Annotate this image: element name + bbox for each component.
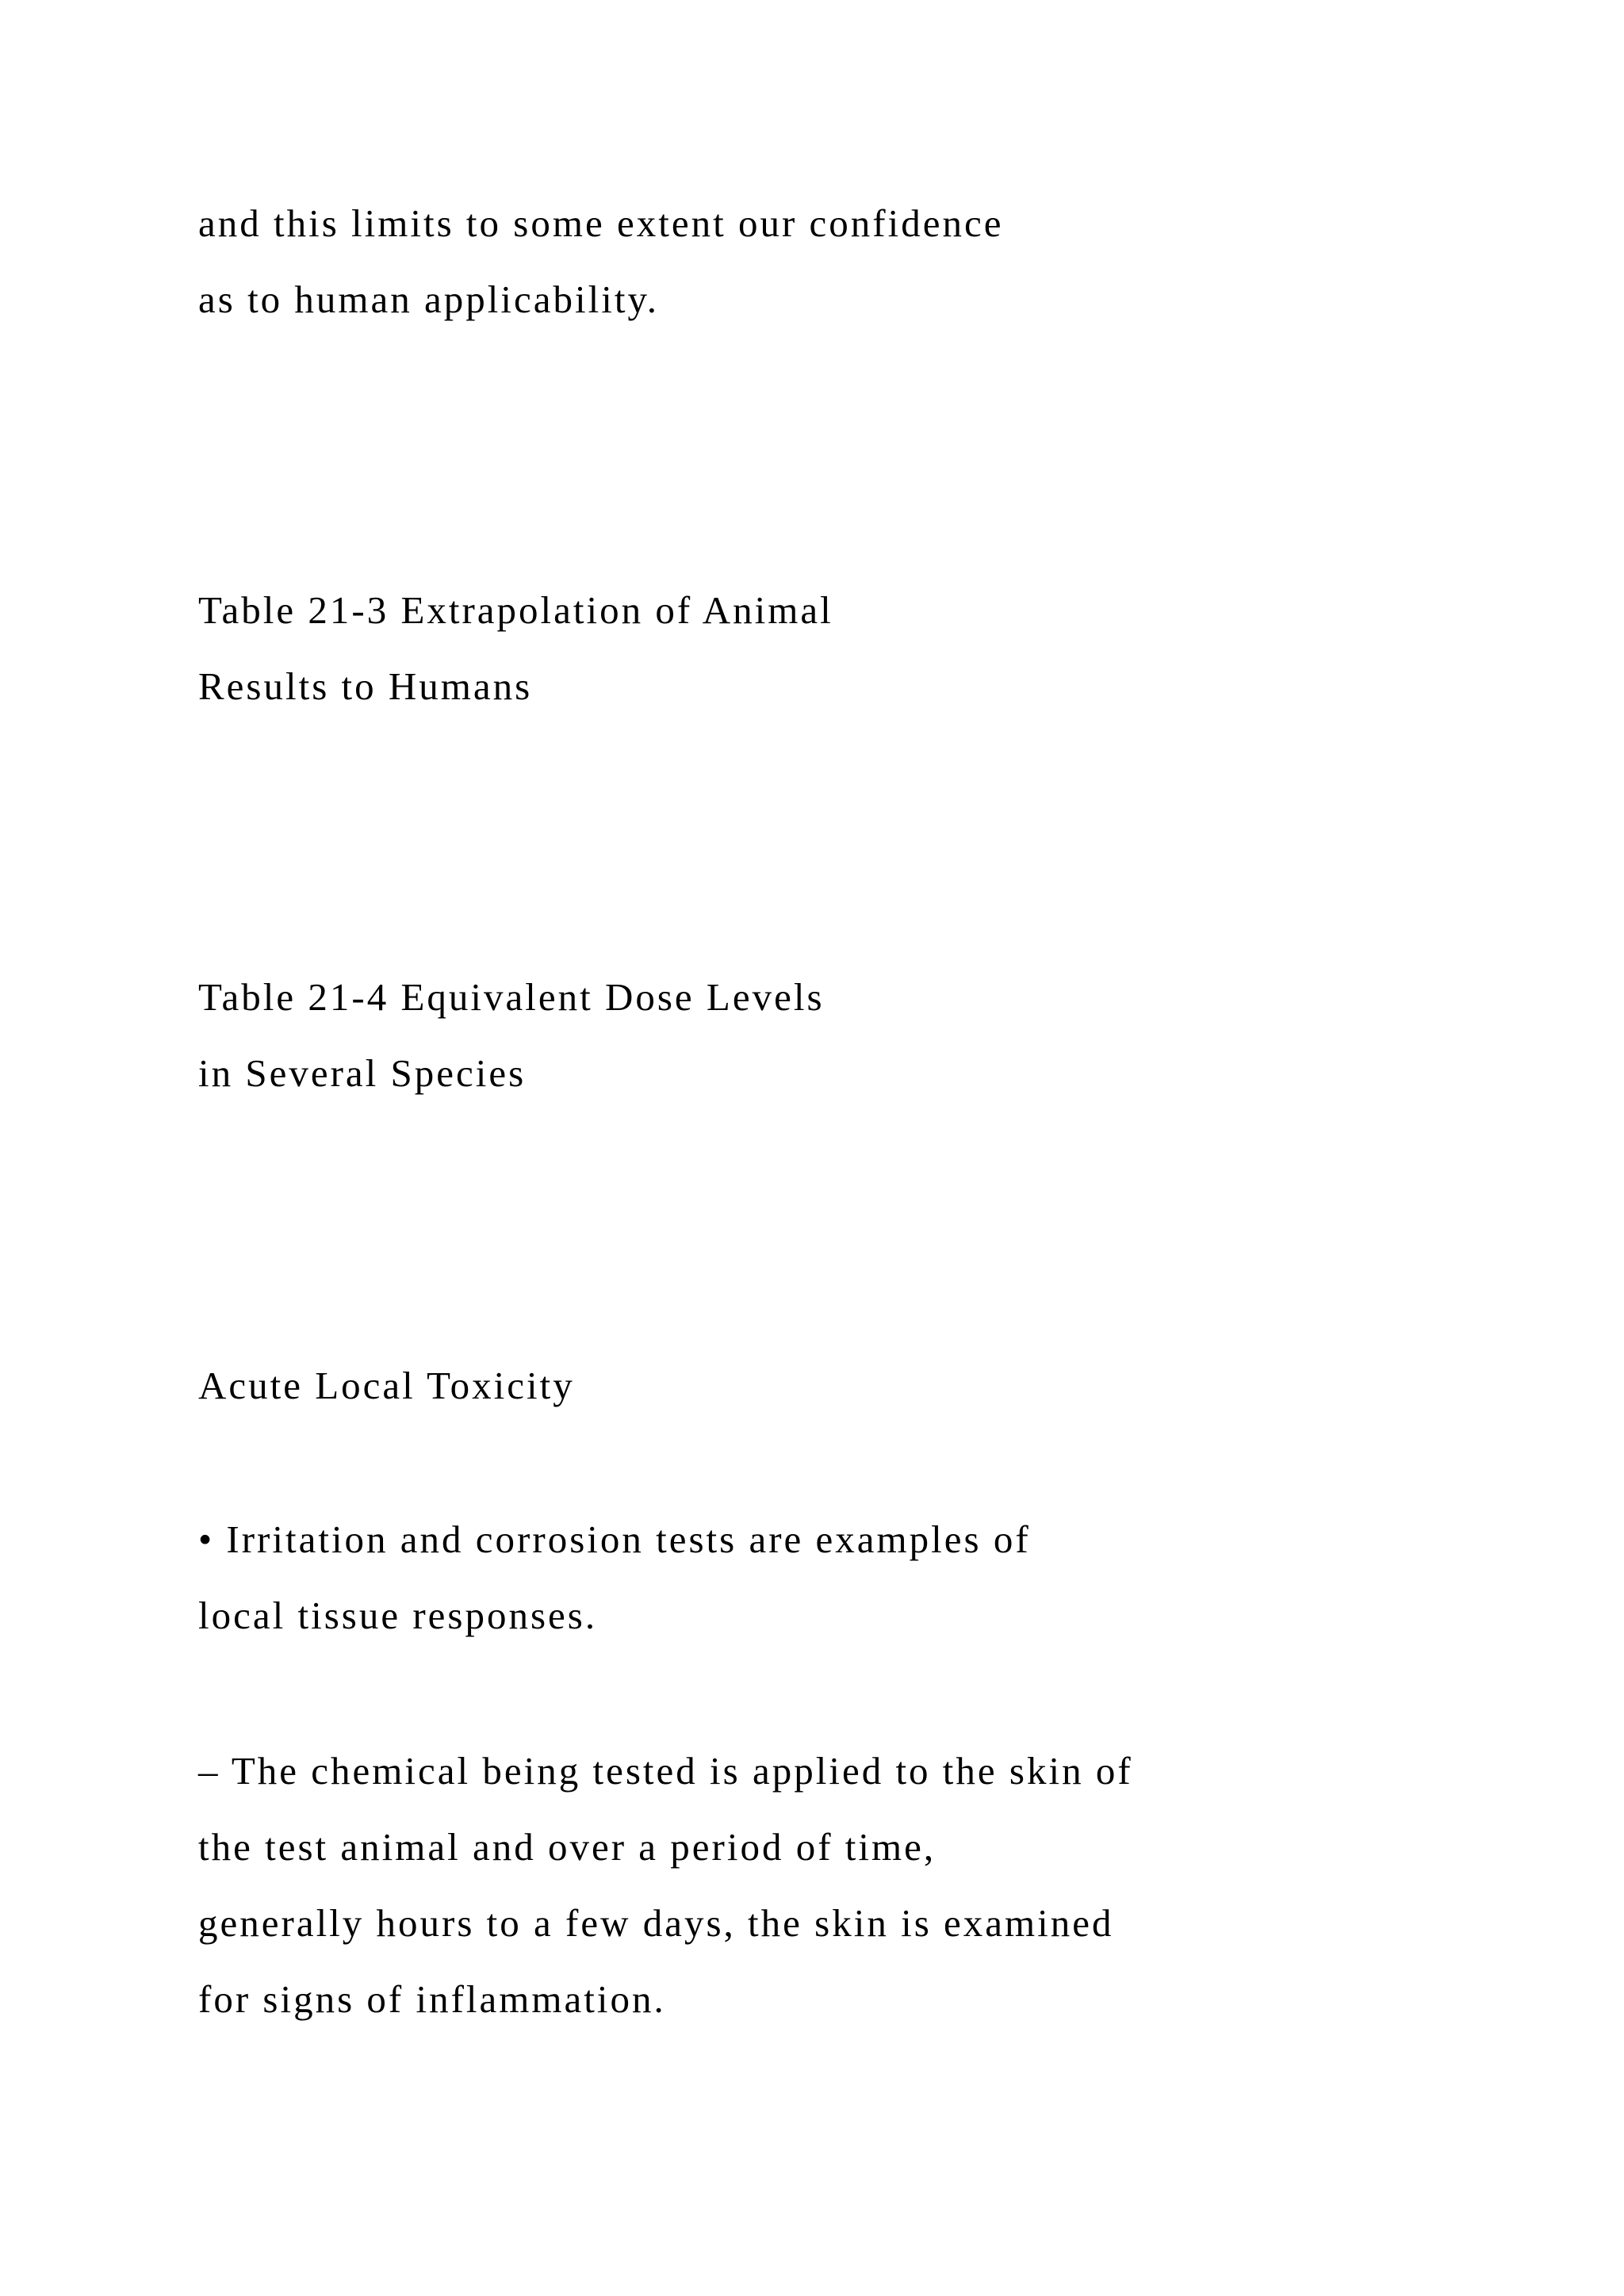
sub-bullet-line: generally hours to a few days, the skin is examined <box>198 1901 1114 1945</box>
sub-bullet-line: for signs of inflammation. <box>198 1977 666 2021</box>
table-caption-line: in Several Species <box>198 1051 527 1095</box>
table-caption-line: Table 21-3 Extrapolation of Animal <box>198 588 833 632</box>
table-caption-line: Results to Humans <box>198 664 533 708</box>
paragraph-line: and this limits to some extent our confidence <box>198 201 1004 245</box>
sub-bullet-line: – The chemical being tested is applied to the skin of <box>198 1749 1133 1793</box>
section-heading: Acute Local Toxicity <box>198 1364 575 1407</box>
bullet-line: • Irritation and corrosion tests are examples of <box>198 1517 1031 1561</box>
sub-bullet-line: the test animal and over a period of time, <box>198 1825 936 1869</box>
bullet-line: local tissue responses. <box>198 1594 598 1637</box>
paragraph-line: as to human applicability. <box>198 277 660 321</box>
table-caption-line: Table 21-4 Equivalent Dose Levels <box>198 975 825 1019</box>
